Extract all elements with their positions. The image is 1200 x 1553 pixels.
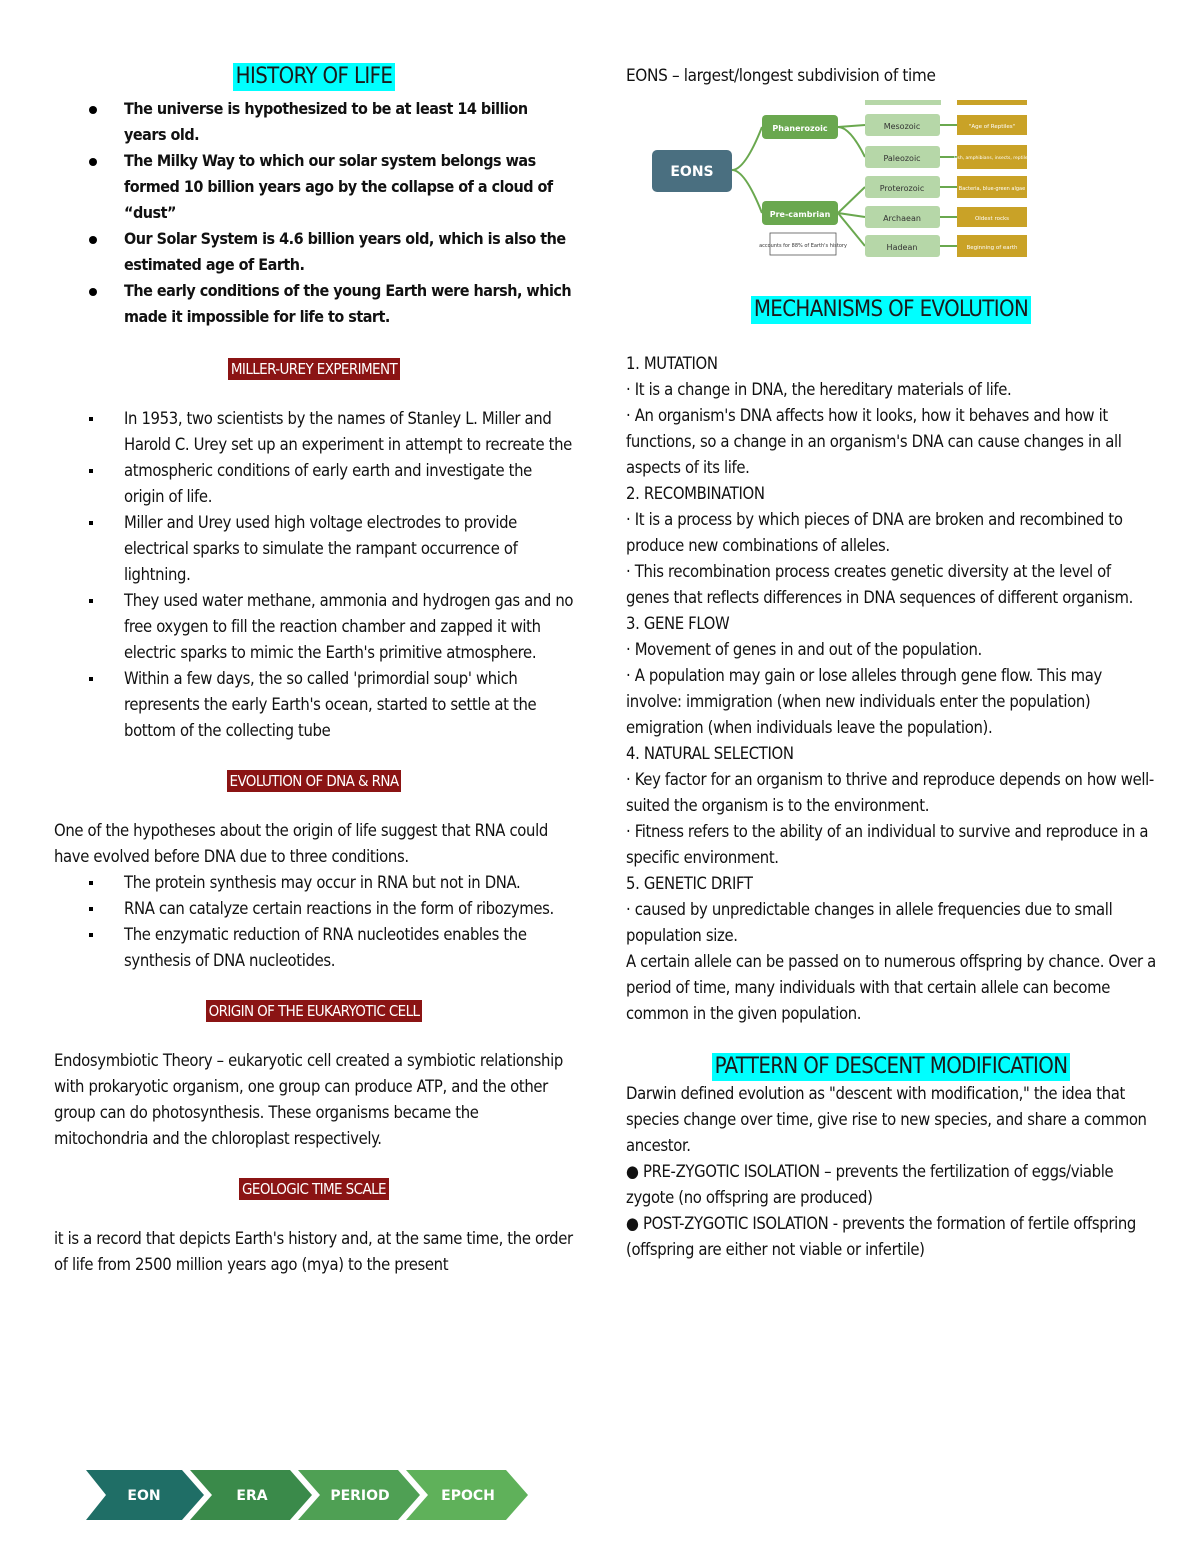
chevron-era (190, 1470, 312, 1520)
dna-rna-title: EVOLUTION OF DNA & RNA (227, 770, 402, 792)
pattern-line: ● PRE-ZYGOTIC ISOLATION – prevents the fertilization of eggs/viable zygote (no offspring are produced) (626, 1162, 1114, 1207)
geologic-time-scale-title: GEOLOGIC TIME SCALE (239, 1178, 389, 1200)
list-item: Within a few days, the so called 'primordial soup' which represents the early Earth's ocean, started to settle at the bottom of the collecting tube (54, 666, 574, 744)
mechanism-line: · Fitness refers to the ability of an individual to survive and reproduce in a specific environment. (626, 822, 1149, 867)
era-label: Mesozoic (883, 122, 921, 131)
phanerozoic-label: Phanerozoic (772, 124, 828, 133)
mechanism-line: A certain allele can be passed on to numerous offspring by chance. Over a period of time, many individuals with that certain allele can become common in the given population. (626, 952, 1156, 1023)
dna-intro: One of the hypotheses about the origin of life suggest that RNA could have evolved before DNA due to three conditions. (54, 821, 548, 866)
list-item: The Milky Way to which our solar system belongs was formed 10 billion years ago by the collapse of a cloud of “dust” (54, 148, 574, 226)
mechanism-line: · Key factor for an organism to thrive and reproduce depends on how well- suited the organism is to the environment. (626, 770, 1154, 815)
left-column (54, 0, 574, 1278)
chevron-epoch (406, 1470, 528, 1520)
chevron-eon (86, 1470, 204, 1520)
mechanism-heading: 5. GENETIC DRIFT (626, 874, 753, 893)
dna-list (54, 870, 574, 974)
chevron-label: EPOCH (441, 1488, 495, 1504)
chevron-label: ERA (236, 1488, 268, 1504)
precambrian-label: Pre-cambrian (769, 210, 831, 219)
mechanism-line: · It is a change in DNA, the hereditary materials of life. (626, 380, 1012, 399)
pattern-body (626, 1081, 1156, 1263)
mechanism-line: · caused by unpredictable changes in allele frequencies due to small population size. (626, 900, 1113, 945)
mechanism-line: · It is a process by which pieces of DNA are broken and recombined to produce new combinations of alleles. (626, 510, 1123, 555)
time-scale-chevrons (86, 1470, 528, 1520)
eons-diagram (650, 100, 1040, 260)
history-of-life-title: HISTORY OF LIFE (233, 63, 396, 91)
era-label: Archaean (883, 214, 921, 223)
list-item: The early conditions of the young Earth were harsh, which made it impossible for life to start. (54, 278, 574, 330)
miller-list (54, 406, 574, 744)
list-item: Our Solar System is 4.6 billion years old, which is also the estimated age of Earth. (54, 226, 574, 278)
eons-caption: EONS – largest/longest subdivision of time (626, 66, 936, 86)
list-item: atmospheric conditions of early earth and investigate the origin of life. (54, 458, 574, 510)
pattern-title: PATTERN OF DESCENT MODIFICATION (712, 1053, 1071, 1081)
mechanism-heading: 2. RECOMBINATION (626, 484, 765, 503)
list-item: Miller and Urey used high voltage electrodes to provide electrical sparks to simulate the rampant occurrence of lightning. (54, 510, 574, 588)
era-note: Fish, amphibians, insects, reptiles (953, 156, 1031, 161)
chevron-period (298, 1470, 420, 1520)
history-list (54, 96, 574, 330)
list-item: RNA can catalyze certain reactions in the form of ribozymes. (54, 896, 574, 922)
list-item: The universe is hypothesized to be at least 14 billion years old. (54, 96, 574, 148)
mechanism-line: · A population may gain or lose alleles through gene flow. This may involve: immigration (when new individuals enter the population) emigration (when individuals leave the population). (626, 666, 1102, 737)
era-label: Proterozoic (879, 184, 925, 193)
list-item: The protein synthesis may occur in RNA but not in DNA. (54, 870, 574, 896)
endosymbiotic-text: Endosymbiotic Theory – eukaryotic cell created a symbiotic relationship with prokaryotic organism, one group can produce ATP, and the other group can do photosynthesis. These organisms became the mitochondria and the chloroplast respectively. (54, 1051, 563, 1148)
mechanism-heading: 1. MUTATION (626, 354, 718, 373)
era-notes (954, 115, 1031, 257)
right-column-lower (626, 296, 1156, 1263)
miller-urey-title: MILLER-UREY EXPERIMENT (228, 358, 400, 380)
era-label: Paleozoic (883, 154, 921, 163)
list-item: The enzymatic reduction of RNA nucleotides enables the synthesis of DNA nucleotides. (54, 922, 574, 974)
era-label: Hadean (886, 243, 918, 252)
era-nodes (865, 114, 940, 257)
mechanism-line: · An organism's DNA affects how it looks, how it behaves and how it functions, so a change in an organism's DNA can cause changes in all aspects of its life. (626, 406, 1122, 477)
mechanisms-title: MECHANISMS OF EVOLUTION (751, 296, 1031, 324)
eukaryotic-title: ORIGIN OF THE EUKARYOTIC CELL (206, 1000, 423, 1022)
mechanism-heading: 4. NATURAL SELECTION (626, 744, 794, 763)
pattern-line: ● POST-ZYGOTIC ISOLATION - prevents the formation of fertile offspring (offspring are either not viable or infertile) (626, 1214, 1136, 1259)
era-note: "Age of Reptiles" (968, 124, 1016, 130)
eons-label: EONS (670, 164, 714, 180)
chevron-label: EON (127, 1488, 161, 1504)
mechanism-line: · This recombination process creates genetic diversity at the level of genes that reflects differences in DNA sequences of different organism. (626, 562, 1133, 607)
geologic-text: it is a record that depicts Earth's history and, at the same time, the order of life from 2500 million years ago (mya) to the present (54, 1229, 573, 1274)
pattern-line: Darwin defined evolution as "descent with modification," the idea that species change over time, give rise to new species, and share a common ancestor. (626, 1084, 1147, 1155)
list-item: In 1953, two scientists by the names of Stanley L. Miller and Harold C. Urey set up an experiment in attempt to recreate the (54, 406, 574, 458)
era-note: Bacteria, blue-green algae (958, 186, 1026, 192)
right-column (626, 0, 1156, 89)
mechanism-heading: 3. GENE FLOW (626, 614, 730, 633)
era-note: Oldest rocks (974, 216, 1010, 222)
mechanism-line: · Movement of genes in and out of the population. (626, 640, 982, 659)
chevron-label: PERIOD (330, 1488, 390, 1504)
era-note: Beginning of earth (966, 245, 1018, 251)
list-item: They used water methane, ammonia and hydrogen gas and no free oxygen to fill the reaction chamber and zapped it with electric sparks to mimic the Earth's primitive atmosphere. (54, 588, 574, 666)
precambrian-note: accounts for 88% of Earth's history (759, 243, 847, 249)
mechanisms-body (626, 351, 1156, 1027)
